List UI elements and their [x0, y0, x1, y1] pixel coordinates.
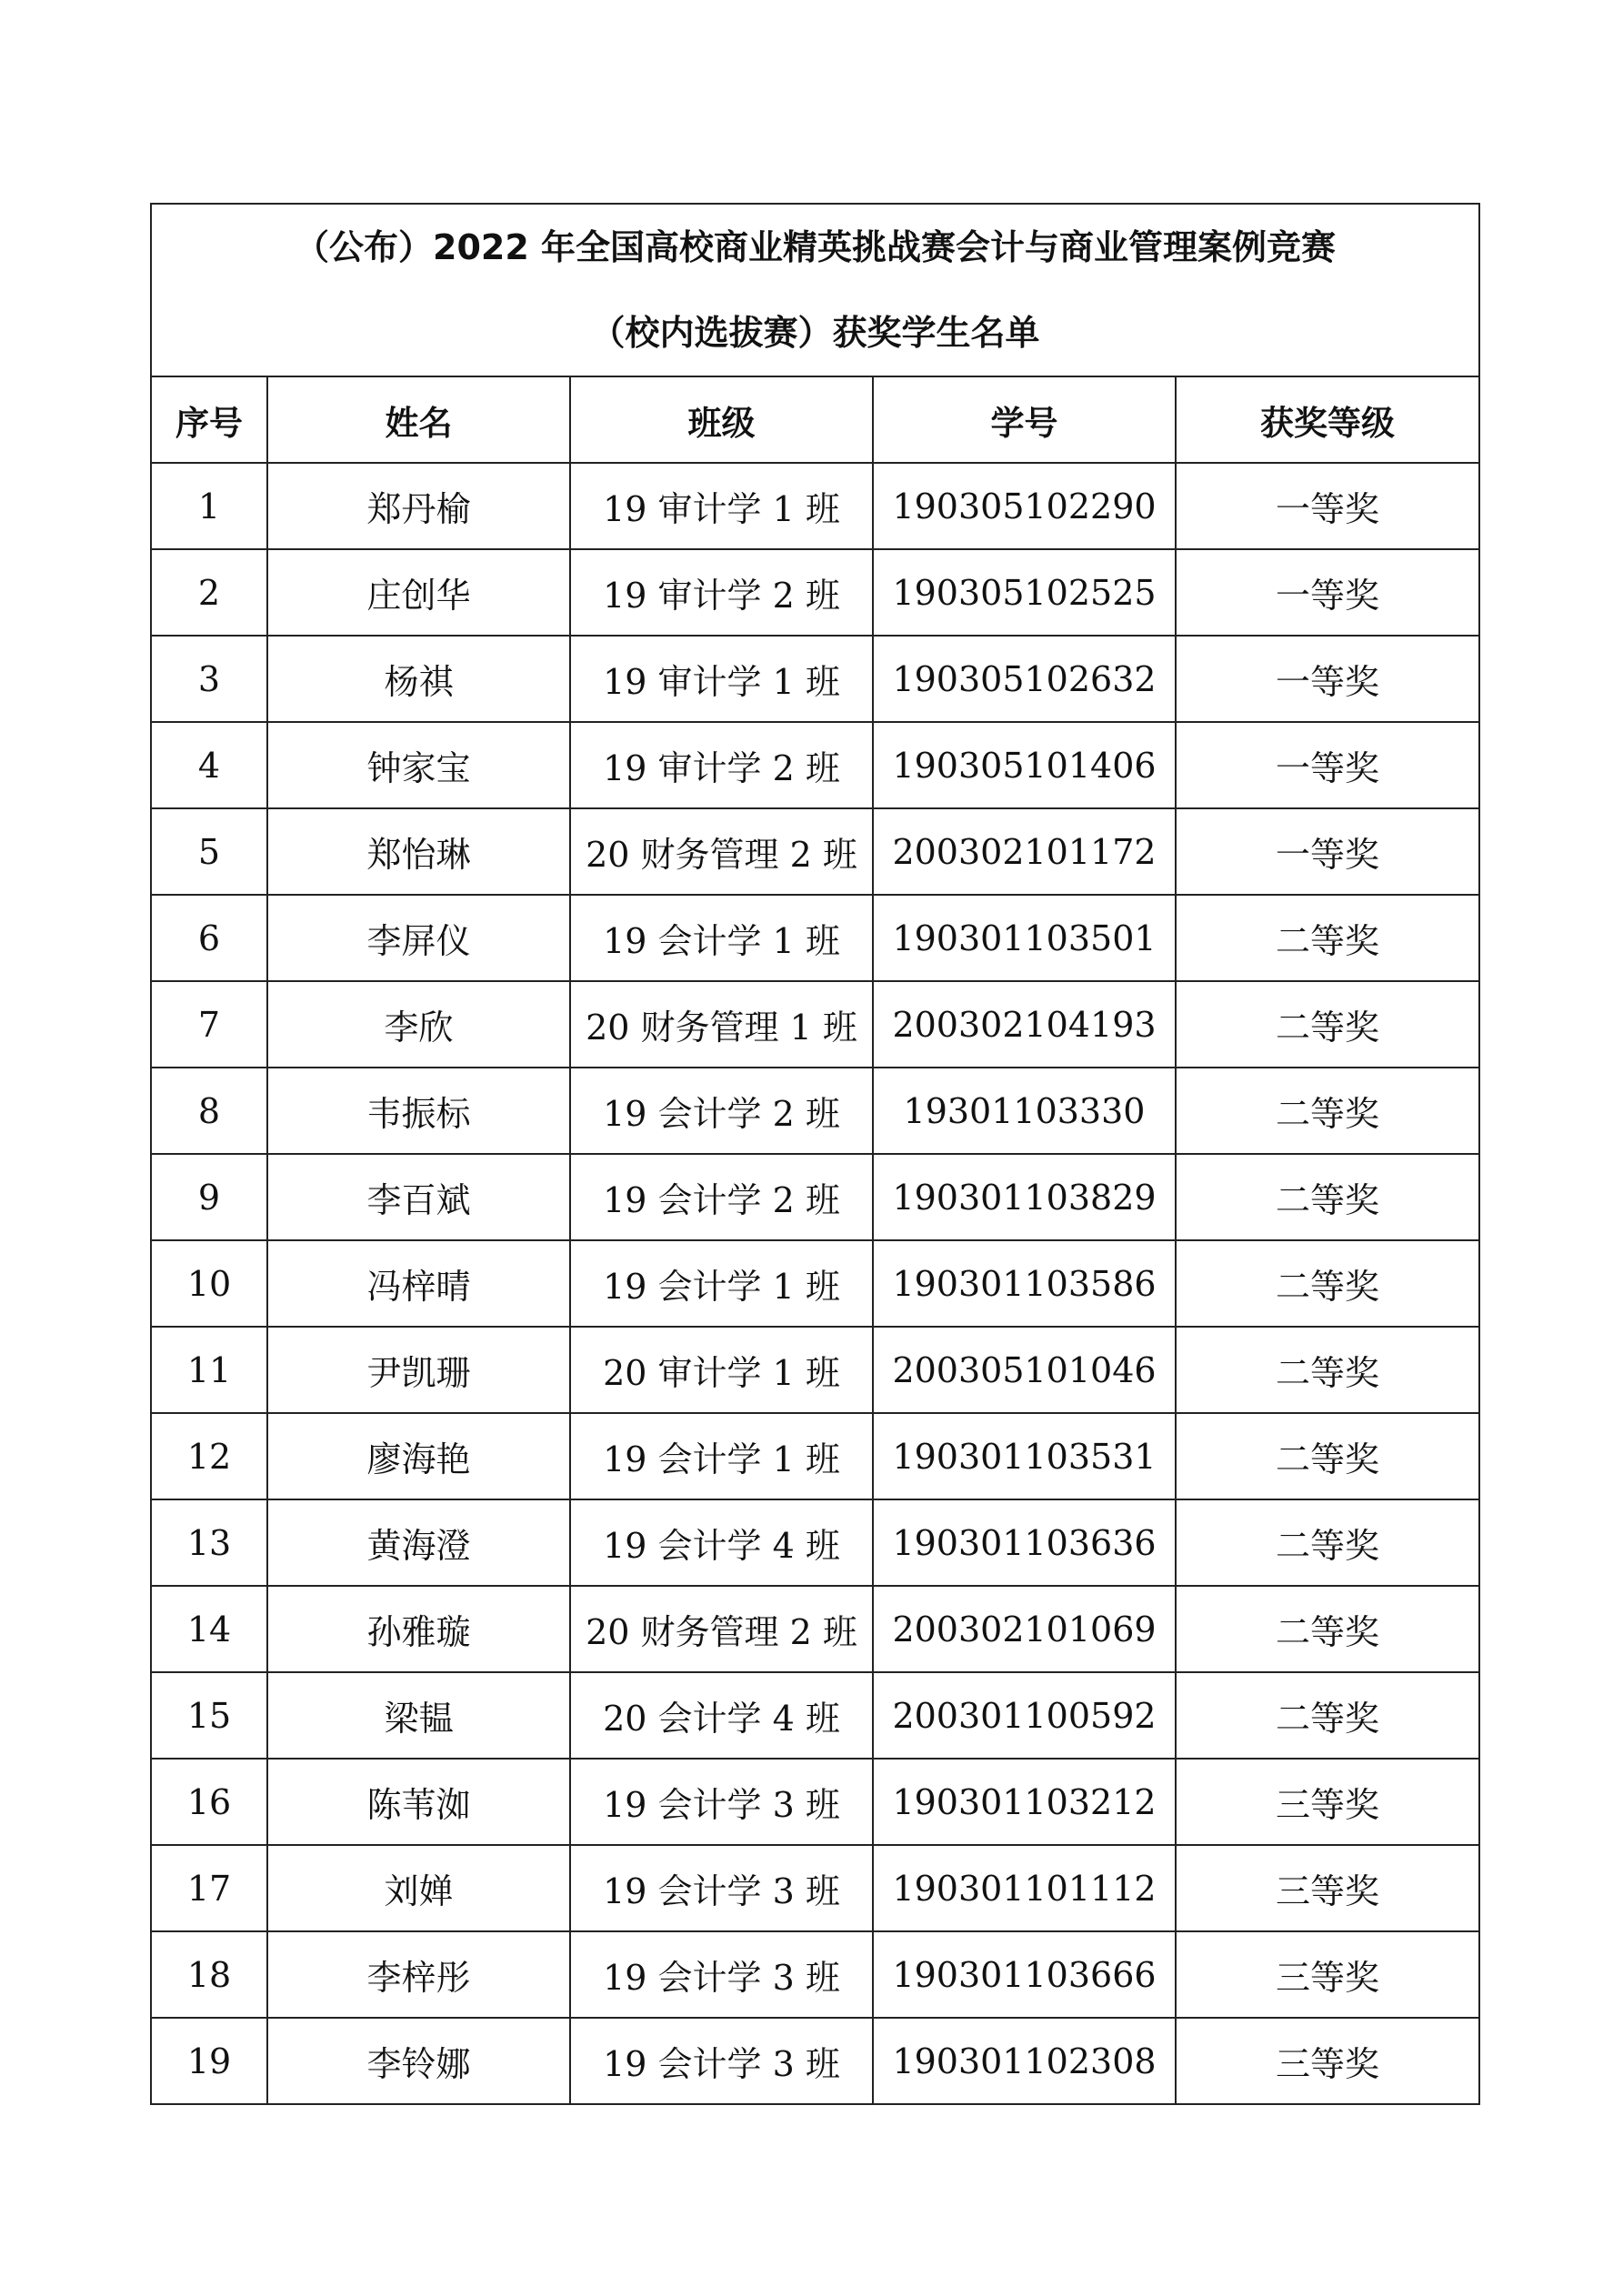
cell-name: 韦振标: [267, 1068, 570, 1154]
cell-name: 孙雅璇: [267, 1586, 570, 1672]
table-row: [151, 1759, 1479, 1845]
table-row: [151, 1931, 1479, 2018]
column-header-name: 姓名: [267, 376, 570, 463]
cell-student-id: 190301102308: [873, 2018, 1176, 2104]
cell-award-level: 二等奖: [1176, 1672, 1479, 1759]
cell-class: 19 会计学 3 班: [570, 1931, 873, 2018]
cell-name: 梁韫: [267, 1672, 570, 1759]
cell-class: 19 审计学 1 班: [570, 463, 873, 549]
cell-name: 李百斌: [267, 1154, 570, 1240]
cell-student-id: 190301103636: [873, 1499, 1176, 1586]
table-title: [151, 204, 1479, 376]
table-body: [151, 463, 1479, 2104]
cell-award-level: 二等奖: [1176, 1068, 1479, 1154]
cell-award-level: 一等奖: [1176, 463, 1479, 549]
table-row: [151, 1413, 1479, 1499]
cell-class: 19 会计学 1 班: [570, 1413, 873, 1499]
table-row: [151, 1068, 1479, 1154]
table-row: [151, 2018, 1479, 2104]
cell-class: 19 会计学 2 班: [570, 1068, 873, 1154]
cell-index: 6: [151, 895, 267, 981]
cell-award-level: 二等奖: [1176, 1499, 1479, 1586]
cell-award-level: 二等奖: [1176, 1240, 1479, 1327]
cell-class: 19 会计学 3 班: [570, 2018, 873, 2104]
table-row: [151, 1154, 1479, 1240]
cell-name: 尹凯珊: [267, 1327, 570, 1413]
cell-student-id: 200302104193: [873, 981, 1176, 1068]
cell-class: 19 审计学 2 班: [570, 722, 873, 808]
cell-name: 陈苇洳: [267, 1759, 570, 1845]
cell-student-id: 190305101406: [873, 722, 1176, 808]
cell-student-id: 190301103501: [873, 895, 1176, 981]
table-row: [151, 981, 1479, 1068]
cell-class: 19 会计学 2 班: [570, 1154, 873, 1240]
cell-student-id: 200302101172: [873, 808, 1176, 895]
cell-name: 黄海澄: [267, 1499, 570, 1586]
cell-student-id: 200302101069: [873, 1586, 1176, 1672]
cell-index: 15: [151, 1672, 267, 1759]
cell-award-level: 三等奖: [1176, 1759, 1479, 1845]
cell-index: 11: [151, 1327, 267, 1413]
cell-class: 19 会计学 3 班: [570, 1759, 873, 1845]
cell-student-id: 190301103586: [873, 1240, 1176, 1327]
cell-index: 3: [151, 636, 267, 722]
cell-student-id: 19301103330: [873, 1068, 1176, 1154]
cell-index: 4: [151, 722, 267, 808]
table-row: [151, 1672, 1479, 1759]
table-row: [151, 463, 1479, 549]
cell-index: 5: [151, 808, 267, 895]
cell-class: 20 财务管理 2 班: [570, 808, 873, 895]
cell-index: 12: [151, 1413, 267, 1499]
cell-award-level: 一等奖: [1176, 636, 1479, 722]
award-winners-table: [150, 203, 1480, 2105]
cell-class: 19 会计学 3 班: [570, 1845, 873, 1931]
cell-student-id: 190305102290: [873, 463, 1176, 549]
cell-index: 8: [151, 1068, 267, 1154]
table-row: [151, 1327, 1479, 1413]
cell-student-id: 190301101112: [873, 1845, 1176, 1931]
cell-index: 19: [151, 2018, 267, 2104]
cell-name: 钟家宝: [267, 722, 570, 808]
cell-award-level: 一等奖: [1176, 808, 1479, 895]
cell-award-level: 一等奖: [1176, 722, 1479, 808]
cell-award-level: 二等奖: [1176, 895, 1479, 981]
cell-index: 17: [151, 1845, 267, 1931]
table-row: [151, 1845, 1479, 1931]
cell-name: 廖海艳: [267, 1413, 570, 1499]
cell-class: 20 审计学 1 班: [570, 1327, 873, 1413]
cell-name: 李欣: [267, 981, 570, 1068]
cell-student-id: 190301103212: [873, 1759, 1176, 1845]
cell-award-level: 三等奖: [1176, 2018, 1479, 2104]
cell-index: 16: [151, 1759, 267, 1845]
cell-award-level: 三等奖: [1176, 1845, 1479, 1931]
table-row: [151, 808, 1479, 895]
table-row: [151, 636, 1479, 722]
cell-class: 20 财务管理 2 班: [570, 1586, 873, 1672]
table-row: [151, 1240, 1479, 1327]
cell-student-id: 200301100592: [873, 1672, 1176, 1759]
cell-student-id: 190301103829: [873, 1154, 1176, 1240]
cell-class: 19 审计学 1 班: [570, 636, 873, 722]
title-row: [151, 204, 1479, 376]
cell-student-id: 190305102632: [873, 636, 1176, 722]
cell-class: 19 审计学 2 班: [570, 549, 873, 636]
cell-student-id: 190301103666: [873, 1931, 1176, 2018]
cell-index: 14: [151, 1586, 267, 1672]
cell-student-id: 190301103531: [873, 1413, 1176, 1499]
cell-name: 郑丹榆: [267, 463, 570, 549]
cell-class: 19 会计学 1 班: [570, 895, 873, 981]
cell-index: 10: [151, 1240, 267, 1327]
cell-name: 冯梓晴: [267, 1240, 570, 1327]
cell-award-level: 二等奖: [1176, 1413, 1479, 1499]
cell-award-level: 一等奖: [1176, 549, 1479, 636]
cell-name: 郑怡琳: [267, 808, 570, 895]
cell-class: 19 会计学 4 班: [570, 1499, 873, 1586]
title-line-1: （公布）2022 年全国高校商业精英挑战赛会计与商业管理案例竞赛: [295, 227, 1337, 267]
cell-award-level: 二等奖: [1176, 1154, 1479, 1240]
cell-name: 李梓彤: [267, 1931, 570, 2018]
cell-class: 20 会计学 4 班: [570, 1672, 873, 1759]
column-header-index: 序号: [151, 376, 267, 463]
cell-class: 20 财务管理 1 班: [570, 981, 873, 1068]
cell-index: 13: [151, 1499, 267, 1586]
cell-name: 刘婵: [267, 1845, 570, 1931]
table-row: [151, 1586, 1479, 1672]
cell-index: 2: [151, 549, 267, 636]
table-row: [151, 722, 1479, 808]
cell-award-level: 二等奖: [1176, 1586, 1479, 1672]
cell-award-level: 三等奖: [1176, 1931, 1479, 2018]
cell-student-id: 190305102525: [873, 549, 1176, 636]
cell-student-id: 200305101046: [873, 1327, 1176, 1413]
cell-name: 杨祺: [267, 636, 570, 722]
cell-name: 李屏仪: [267, 895, 570, 981]
cell-award-level: 二等奖: [1176, 981, 1479, 1068]
title-line-2: （校内选拔赛）获奖学生名单: [590, 313, 1040, 353]
table-row: [151, 1499, 1479, 1586]
cell-class: 19 会计学 1 班: [570, 1240, 873, 1327]
table-row: [151, 895, 1479, 981]
cell-name: 李铃娜: [267, 2018, 570, 2104]
cell-index: 9: [151, 1154, 267, 1240]
table-row: [151, 549, 1479, 636]
column-header-student-id: 学号: [873, 376, 1176, 463]
column-header-award-level: 获奖等级: [1176, 376, 1479, 463]
header-row: [151, 376, 1479, 463]
cell-name: 庄创华: [267, 549, 570, 636]
column-header-class: 班级: [570, 376, 873, 463]
cell-index: 1: [151, 463, 267, 549]
cell-award-level: 二等奖: [1176, 1327, 1479, 1413]
cell-index: 18: [151, 1931, 267, 2018]
cell-index: 7: [151, 981, 267, 1068]
